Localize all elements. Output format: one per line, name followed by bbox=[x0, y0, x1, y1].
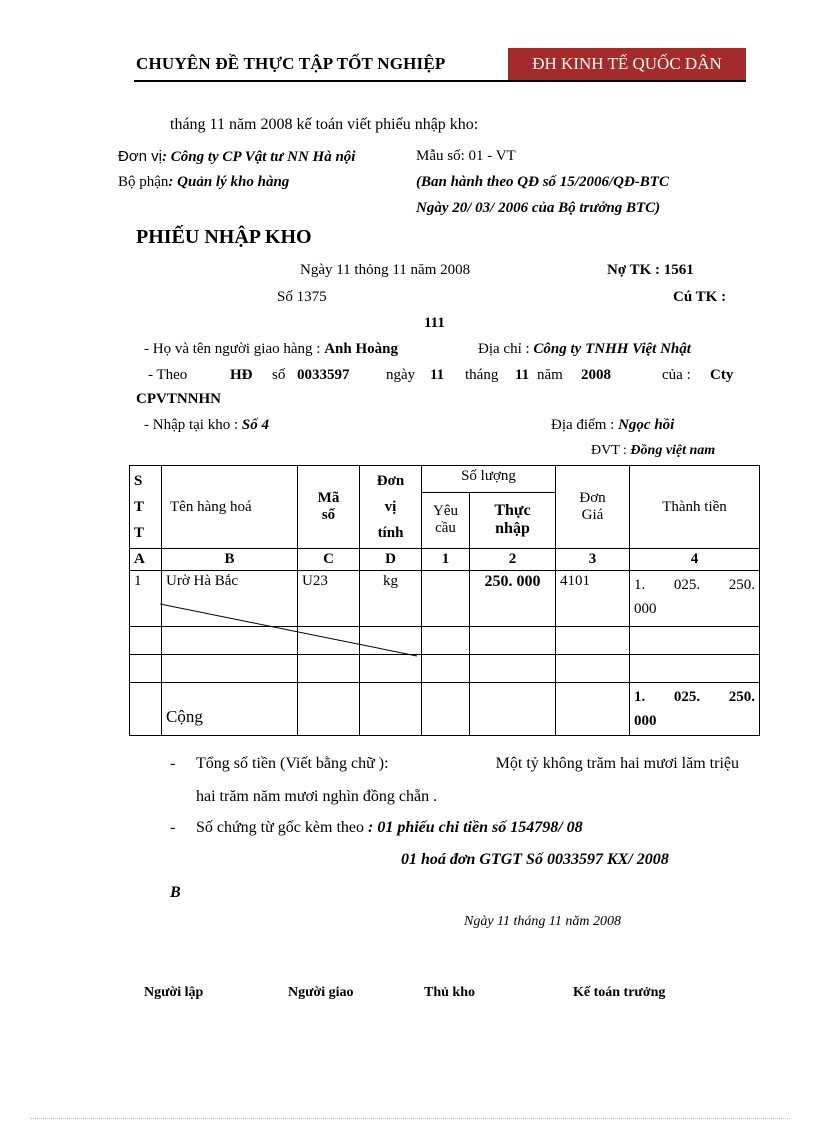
deliverer-name: Anh Hoàng bbox=[324, 341, 398, 357]
header-code-2: số bbox=[321, 507, 336, 523]
credit-account-label: Cú TK : bbox=[673, 289, 727, 305]
row-stt: 1 bbox=[130, 571, 162, 627]
header-requested bbox=[422, 492, 470, 548]
header-actual bbox=[470, 492, 556, 548]
row-amount-part-4: 000 bbox=[634, 601, 657, 617]
unit-label: Đơn vị bbox=[118, 148, 163, 165]
warehouse-value: Số 4 bbox=[241, 417, 269, 433]
page-bottom-rule bbox=[30, 1118, 790, 1119]
column-code-4: 4 bbox=[630, 549, 760, 571]
address-label: Địa chỉ : bbox=[478, 341, 530, 357]
invoice-company-start: Cty bbox=[710, 367, 734, 383]
column-code-a: A bbox=[130, 549, 162, 571]
location-value: Ngọc hồi bbox=[618, 417, 675, 433]
column-code-d: D bbox=[360, 549, 422, 571]
header-price-1: Đơn bbox=[579, 490, 606, 506]
diagonal-strike-line bbox=[160, 602, 420, 658]
invoice-nam: năm bbox=[537, 367, 563, 383]
debit-account: Nợ TK : 1561 bbox=[607, 262, 694, 278]
header-unit bbox=[360, 466, 422, 549]
location-line bbox=[551, 417, 674, 434]
row-price: 4101 bbox=[556, 571, 630, 627]
document-title: PHIẾU NHẬP KHO bbox=[136, 226, 312, 248]
department-line bbox=[118, 174, 289, 191]
invoice-thang: tháng bbox=[465, 367, 499, 383]
attached-label: Số chứng từ gốc kèm theo bbox=[196, 819, 364, 836]
total-amount-line bbox=[634, 685, 755, 709]
row-amount-part-3: 250. bbox=[728, 577, 756, 593]
row-unit: kg bbox=[360, 571, 422, 627]
header-price bbox=[556, 466, 630, 549]
unit-line bbox=[118, 148, 355, 166]
row-code: U23 bbox=[298, 571, 360, 627]
total-words-value: Một tỷ không trăm hai mươi lăm triệu bbox=[495, 755, 739, 772]
header-code bbox=[298, 466, 360, 549]
form-number: Mẫu số: 01 - VT bbox=[416, 148, 516, 164]
invoice-theo: - Theo bbox=[148, 367, 188, 383]
department-value: : Quản lý kho hàng bbox=[168, 174, 290, 190]
goods-table bbox=[129, 465, 760, 736]
decree-line-1: (Ban hành theo QĐ số 15/2006/QĐ-BTC bbox=[416, 174, 669, 190]
invoice-year: 2008 bbox=[581, 367, 611, 383]
attached-dash: - bbox=[170, 819, 176, 836]
currency-unit-value: Đồng việt nam bbox=[630, 443, 716, 458]
header-stt bbox=[130, 466, 162, 549]
total-words-label: Tổng số tiền (Viết bằng chữ ): bbox=[196, 755, 389, 772]
currency-unit-label: ĐVT : bbox=[591, 443, 627, 458]
header-requested-1: Yêu bbox=[433, 503, 458, 520]
invoice-company-end: CPVTNNHN bbox=[136, 391, 221, 407]
total-amount-part-2: 025. bbox=[673, 689, 701, 705]
signature-chief-accountant: Kế toán trưởng bbox=[573, 985, 666, 1000]
header-stt-2: T bbox=[134, 499, 145, 515]
total-amount bbox=[630, 683, 760, 736]
invoice-day: 11 bbox=[430, 367, 445, 383]
intro-text: tháng 11 năm 2008 kế toán viết phiếu nhập kho: bbox=[170, 116, 479, 133]
invoice-so: số bbox=[272, 367, 286, 383]
header-right-title: ĐH KINH TẾ QUỐC DÂN bbox=[508, 48, 746, 80]
warehouse-line bbox=[144, 417, 269, 434]
row-name: Urờ Hà Bắc bbox=[162, 571, 298, 627]
header-code-1: Mã bbox=[317, 490, 340, 506]
column-code-1: 1 bbox=[422, 549, 470, 571]
empty-row bbox=[130, 655, 760, 683]
row-requested bbox=[422, 571, 470, 627]
header-stt-3: T bbox=[134, 525, 145, 541]
row-actual: 250. 000 bbox=[470, 571, 556, 627]
location-label: Địa điểm : bbox=[551, 417, 615, 433]
row-amount bbox=[630, 571, 760, 627]
row-amount-line bbox=[634, 573, 755, 597]
address-value: Công ty TNHH Việt Nhật bbox=[533, 341, 691, 357]
credit-account-value: 111 bbox=[424, 315, 445, 331]
number-line: Số 1375 bbox=[277, 289, 327, 305]
column-code-c: C bbox=[298, 549, 360, 571]
total-amount-part-3: 250. bbox=[728, 689, 756, 705]
header-unit-2: vị bbox=[384, 499, 397, 515]
total-words-dash: - bbox=[170, 755, 176, 772]
decree-line-2: Ngày 20/ 03/ 2006 của Bộ trưởng BTC) bbox=[416, 200, 661, 216]
header-unit-3: tính bbox=[377, 525, 404, 541]
header-stt-1: S bbox=[134, 473, 143, 489]
total-amount-part-1: 1. bbox=[634, 689, 646, 705]
signature-preparer: Người lập bbox=[144, 985, 204, 1000]
invoice-ngay: ngày bbox=[386, 367, 416, 383]
invoice-hd: HĐ bbox=[230, 367, 253, 383]
header-actual-2: nhập bbox=[495, 520, 530, 538]
table-header-row-1 bbox=[130, 466, 760, 493]
total-words-line bbox=[196, 755, 739, 773]
signature-deliverer: Người giao bbox=[288, 985, 354, 1000]
row-amount-part-1: 1. bbox=[634, 577, 646, 593]
column-code-3: 3 bbox=[556, 549, 630, 571]
header-requested-2: cầu bbox=[435, 520, 456, 537]
header-left-title: CHUYÊN ĐỀ THỰC TẬP TỐT NGHIỆP bbox=[136, 54, 446, 73]
date-line: Ngày 11 thỏng 11 năm 2008 bbox=[300, 262, 471, 278]
department-label: Bộ phận bbox=[118, 174, 169, 190]
total-row bbox=[130, 683, 760, 736]
header-unit-1: Đơn bbox=[376, 473, 405, 489]
invoice-month: 11 bbox=[515, 367, 530, 383]
column-code-b: B bbox=[162, 549, 298, 571]
deliverer-label: - Họ và tên người giao hàng : bbox=[144, 341, 321, 357]
header-divider bbox=[134, 80, 746, 82]
warehouse-label: - Nhập tại kho : bbox=[144, 417, 239, 433]
total-words-line-2: hai trăm năm mươi nghìn đồng chẵn . bbox=[196, 788, 438, 805]
total-label: Cộng bbox=[162, 683, 298, 736]
signature-date: Ngày 11 tháng 11 năm 2008 bbox=[464, 914, 621, 929]
header-name: Tên hàng hoá bbox=[162, 466, 298, 549]
column-code-2: 2 bbox=[470, 549, 556, 571]
attached-value-2: 01 hoá đơn GTGT Số 0033597 KX/ 2008 bbox=[401, 851, 669, 868]
header-actual-1: Thực bbox=[494, 502, 531, 520]
invoice-number: 0033597 bbox=[297, 367, 350, 383]
stray-letter: B bbox=[170, 884, 181, 901]
currency-unit-line bbox=[591, 443, 715, 459]
header-quantity: Số lượng bbox=[422, 466, 556, 493]
signature-storekeeper: Thủ kho bbox=[424, 985, 475, 1000]
deliverer-address bbox=[478, 341, 691, 358]
total-amount-part-4: 000 bbox=[634, 713, 657, 729]
deliverer-line bbox=[144, 341, 398, 358]
column-code-row bbox=[130, 549, 760, 571]
row-amount-part-2: 025. bbox=[673, 577, 701, 593]
header-amount: Thành tiền bbox=[630, 466, 760, 549]
invoice-cua: của : bbox=[662, 367, 691, 383]
header-price-2: Giá bbox=[581, 507, 604, 523]
attached-value-1: : 01 phiếu chi tiền số 154798/ 08 bbox=[367, 819, 583, 836]
unit-value: : Công ty CP Vật tư NN Hà nội bbox=[162, 149, 356, 165]
attached-line bbox=[196, 819, 583, 837]
